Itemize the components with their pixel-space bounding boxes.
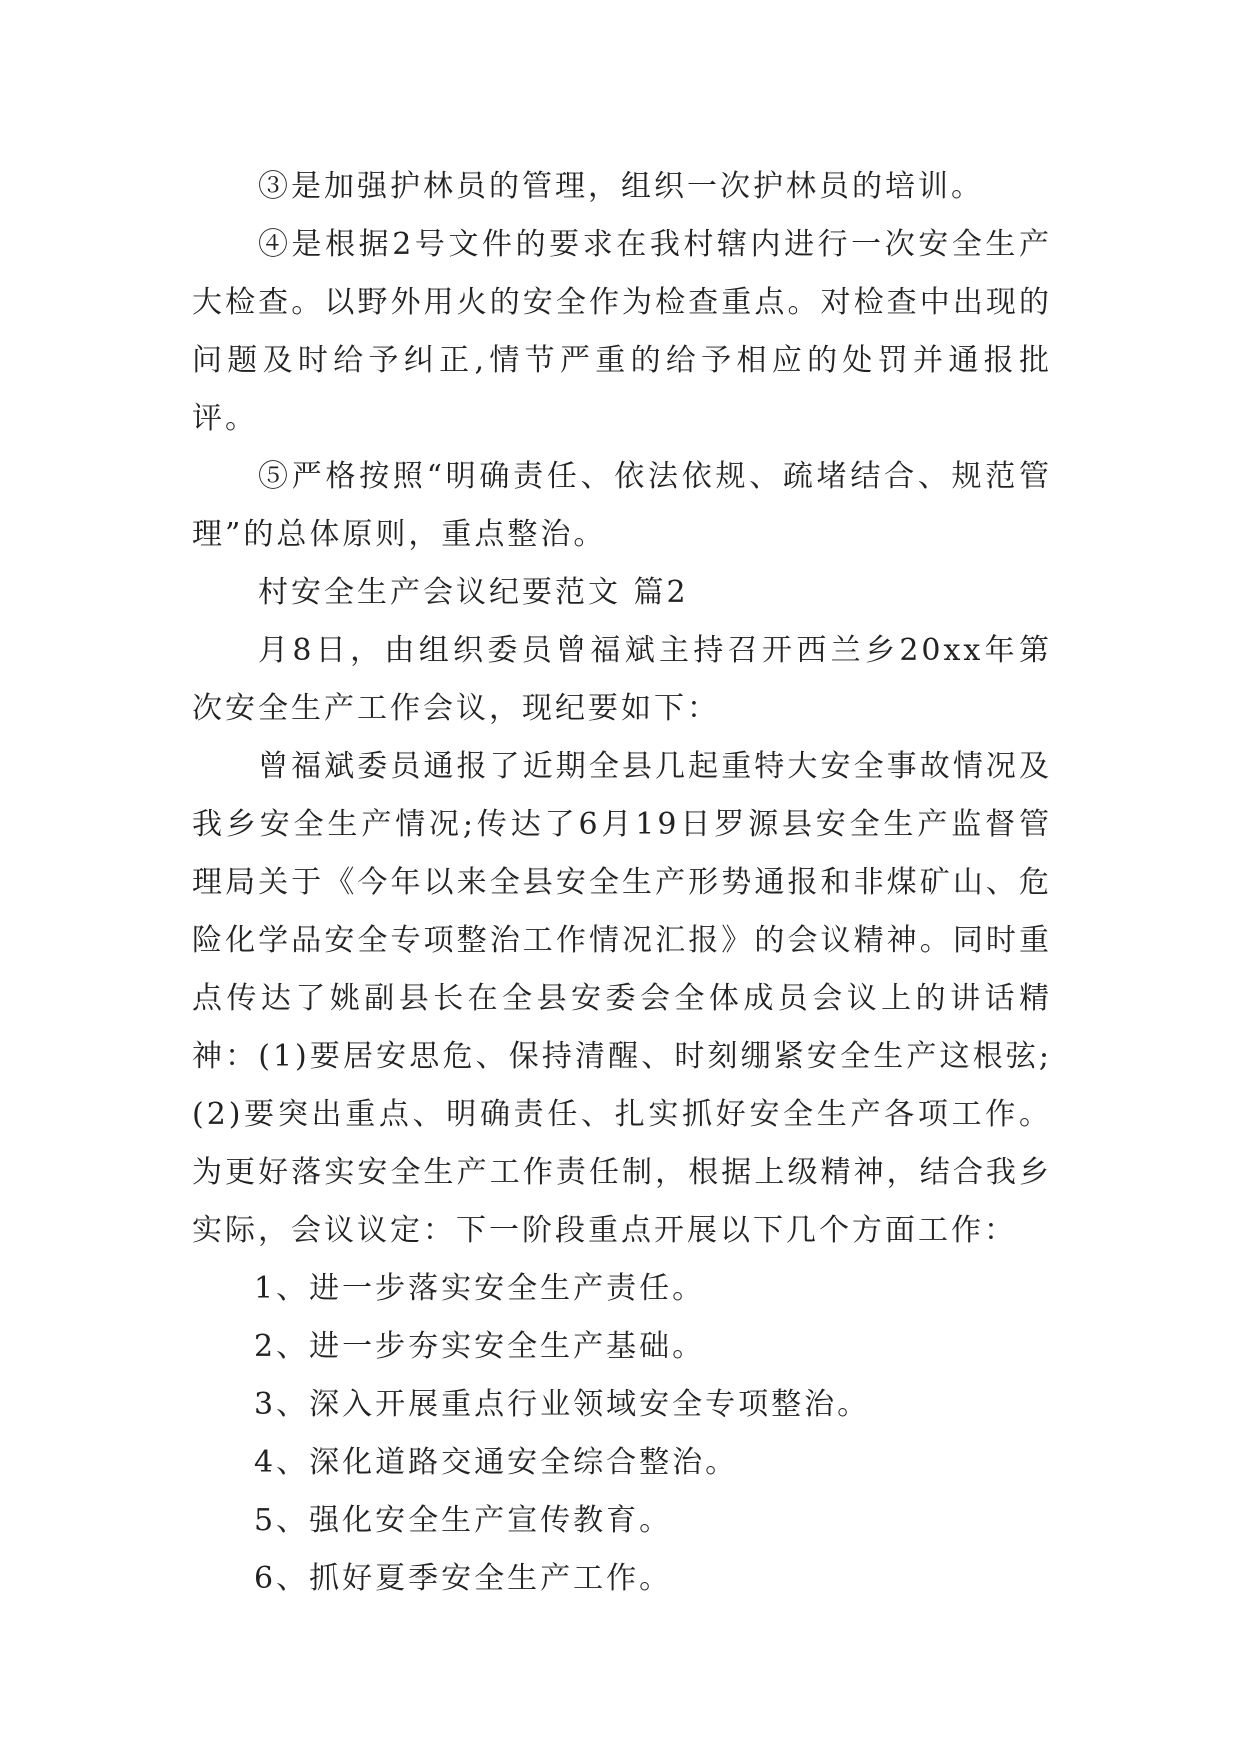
paragraph-1: ③是加强护林员的管理，组织一次护林员的培训。 (258, 169, 984, 204)
list-item-3: 3、深入开展重点行业领域安全专项整治。 (254, 1387, 871, 1422)
paragraph-4: 月8日，由组织委员曾福斌主持召开西兰乡20xx年第次安全生产工作会议，现纪要如下： (192, 633, 1052, 726)
section-heading: 村安全生产会议纪要范文 篇2 (258, 575, 689, 610)
paragraph-3: ⑤严格按照“明确责任、依法依规、疏堵结合、规范管理”的总体原则，重点整治。 (192, 459, 1052, 552)
list-item-6: 6、抓好夏季安全生产工作。 (254, 1561, 673, 1596)
document-page (192, 158, 1052, 1608)
list-item-4: 4、深化道路交通安全综合整治。 (254, 1445, 739, 1480)
paragraph-2: ④是根据2号文件的要求在我村辖内进行一次安全生产大检查。以野外用火的安全作为检查重点。对检查中出现的问题及时给予纠正,情节严重的给予相应的处罚并通报批评。 (192, 227, 1052, 436)
paragraph-5: 曾福斌委员通报了近期全县几起重特大安全事故情况及我乡安全生产情况;传达了6月19日罗源县安全生产监督管理局关于《今年以来全县安全生产形势通报和非煤矿山、危险化学品安全专项整治工作情况汇报》的会议精神。同时重点传达了姚副县长在全县安委会全体成员会议上的讲话精神：(1)要居安思危、保持清醒、时刻绷紧安全生产这根弦;(2)要突出重点、明确责任、扎实抓好安全生产各项工作。为更好落实安全生产工作责任制，根据上级精神，结合我乡实际，会议议定：下一阶段重点开展以下几个方面工作： (192, 749, 1052, 1248)
list-item-1: 1、进一步落实安全生产责任。 (254, 1271, 706, 1306)
list-item-5: 5、强化安全生产宣传教育。 (254, 1503, 673, 1538)
list-item-2: 2、进一步夯实安全生产基础。 (254, 1329, 706, 1364)
